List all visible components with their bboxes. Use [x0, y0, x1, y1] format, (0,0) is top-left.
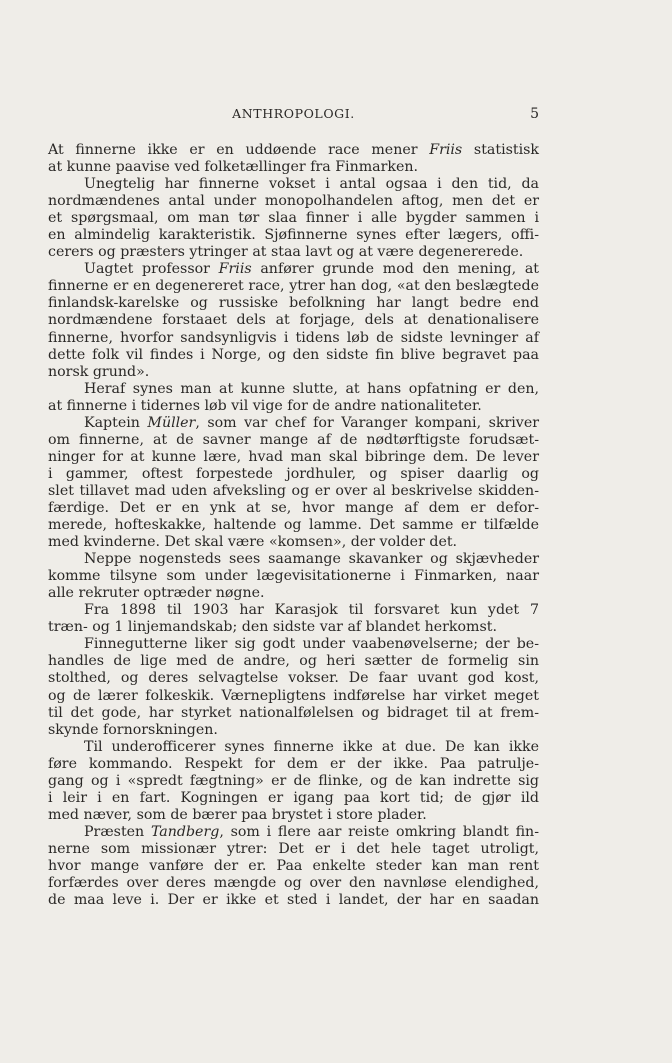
text-run: gang og i «spredt fægtning» er de flinke, og de kan indrette sig [48, 772, 539, 789]
text-run: en almindelig karakteristik. Sjøfinnerne synes efter lægers, offi- [48, 227, 539, 244]
text-line [48, 568, 539, 585]
text-run: og de lærer folkeskik. Værnepligtens indførelse har virket meget [48, 687, 539, 704]
text-run: med kvinderne. Det skal være «komsen», der volder det. [48, 534, 458, 551]
text-run: dette folk vil findes i Norge, og den sidste fin blive begravet paa [48, 346, 539, 363]
italic-name: Friis [218, 261, 252, 278]
text-run: At finnerne ikke er en uddøende race mener [48, 142, 430, 158]
text-line [48, 807, 539, 824]
text-line [48, 858, 539, 875]
text-line [48, 330, 539, 347]
text-line [48, 381, 539, 398]
text-run: Fra 1898 til 1903 har Karasjok til forsvaret kun ydet 7 [84, 602, 539, 619]
text-run: Til underofficerer synes finnerne ikke at due. De kan ikke [84, 738, 539, 755]
text-line [48, 790, 539, 807]
text-line [48, 670, 539, 687]
text-line [48, 841, 539, 858]
text-run: hvor mange vanføre der er. Paa enkelte steder kan man rent [48, 857, 539, 874]
text-line [48, 653, 539, 670]
text-line [48, 688, 539, 705]
text-line [48, 534, 539, 551]
text-line [48, 636, 539, 653]
text-line [48, 312, 539, 329]
text-line [48, 773, 539, 790]
text-line [48, 193, 539, 210]
text-run: Uagtet professor [84, 261, 219, 278]
text-line [48, 449, 539, 466]
text-run: slet tillavet mad uden afveksling og er over al beskrivelse skidden- [48, 482, 539, 499]
text-run: Unegtelig har finnerne vokset i antal ogsaa i den tid, da [84, 176, 539, 193]
text-line [48, 278, 539, 295]
text-run: handles de lige med de andre, og heri sætter de formelig sin [48, 653, 539, 670]
text-line [48, 244, 539, 261]
text-line [48, 364, 539, 381]
text-run: finnerne, hvorfor sandsynligvis i tidens løb de sidste levninger af [48, 329, 539, 346]
text-line [48, 432, 539, 449]
text-line [48, 159, 539, 176]
text-run: forfærdes over deres mængde og over den navnløse elendighed, [48, 875, 539, 892]
body-text [48, 142, 539, 909]
text-run: med næver, som de bærer paa brystet i store plader. [48, 806, 427, 823]
running-header [48, 106, 539, 126]
text-run: alle rekruter optræder nøgne. [48, 585, 265, 602]
text-line [48, 347, 539, 364]
italic-name: Friis [429, 142, 463, 158]
text-run: føre kommando. Respekt for dem er der ikke. Paa patrulje- [48, 755, 539, 772]
text-line [48, 602, 539, 619]
text-line [48, 415, 539, 432]
text-run: et spørgsmaal, om man tør slaa finner i alle bygder sammen i [48, 210, 539, 227]
text-line [48, 892, 539, 909]
text-line [48, 210, 539, 227]
text-line [48, 722, 539, 739]
text-run: i leir i en fart. Kogningen er igang paa kort tid; de gjør ild [48, 789, 539, 806]
text-line [48, 398, 539, 415]
text-run: nordmændene forstaaet dels at forjage, dels at denationalisere [48, 312, 539, 329]
text-line [48, 500, 539, 517]
text-run: stolthed, og deres selvagtelse vokser. De faar uvant god kost, [48, 670, 539, 687]
text-run: i gammer, oftest forpestede jordhuler, og spiser daarlig og [48, 465, 539, 482]
text-run: nordmændenes antal under monopolhandelen aftog, men det er [48, 193, 539, 210]
text-line [48, 466, 539, 483]
text-run: Heraf synes man at kunne slutte, at hans opfatning er den, [84, 380, 539, 397]
text-line [48, 824, 539, 841]
text-run: komme tilsyne som under lægevisitationerne i Finmarken, naar [48, 568, 539, 585]
text-run: Finnegutterne liker sig godt under vaabenøvelserne; der be- [84, 636, 539, 653]
text-run: norsk grund». [48, 363, 150, 380]
text-line [48, 295, 539, 312]
text-line [48, 227, 539, 244]
text-line [48, 551, 539, 568]
italic-name: Tandberg [150, 823, 220, 840]
text-line [48, 585, 539, 602]
text-line [48, 483, 539, 500]
text-run: Præsten [84, 823, 151, 840]
text-run: at kunne paavise ved folketællinger fra Finmarken. [48, 159, 419, 176]
text-run: træn- og 1 linjemandskab; den sidste var af blandet herkomst. [48, 619, 497, 636]
text-line [48, 705, 539, 722]
text-run: , som var chef for Varanger kompani, skriver [195, 414, 539, 431]
text-run: statistisk [462, 142, 539, 158]
text-run: Kaptein [84, 414, 148, 431]
italic-name: Müller [147, 414, 196, 431]
running-title: ANTHROPOLOGI. [232, 106, 355, 121]
text-run: anfører grunde mod den mening, at [251, 261, 539, 278]
text-line [48, 261, 539, 278]
text-run: at finnerne i tidernes løb vil vige for de andre nationaliteter. [48, 397, 482, 414]
text-run: cerers og præsters ytringer at staa lavt og at være degenererede. [48, 244, 524, 261]
text-line [48, 739, 539, 756]
text-run: merede, hofteskakke, haltende og lamme. Det samme er tilfælde [48, 517, 539, 534]
page-number: 5 [530, 106, 539, 122]
text-run: Neppe nogensteds sees saamange skavanker og skjævheder [84, 551, 539, 568]
text-run: de maa leve i. Der er ikke et sted i landet, der har en saadan [48, 892, 539, 909]
text-run: færdige. Det er en ynk at se, hvor mange af dem er defor- [48, 499, 539, 516]
text-run: ninger for at kunne lære, hvad man skal bibringe dem. De lever [48, 448, 539, 465]
text-line [48, 142, 539, 159]
text-line [48, 619, 539, 636]
text-run: nerne som missionær ytrer: Det er i det hele taget utroligt, [48, 840, 539, 857]
text-line [48, 756, 539, 773]
text-run: til det gode, har styrket nationalfølelsen og bidraget til at frem- [48, 704, 539, 721]
text-line [48, 176, 539, 193]
text-line [48, 875, 539, 892]
text-line [48, 517, 539, 534]
text-run: skynde fornorskningen. [48, 721, 218, 738]
text-run: , som i flere aar reiste omkring blandt fin- [219, 823, 539, 840]
text-run: finlandsk-karelske og russiske befolkning har langt bedre end [48, 295, 539, 312]
text-run: finnerne er en degenereret race, ytrer han dog, «at den beslægtede [48, 278, 539, 295]
text-run: om finnerne, at de savner mange af de nødtørftigste forudsæt- [48, 431, 539, 448]
